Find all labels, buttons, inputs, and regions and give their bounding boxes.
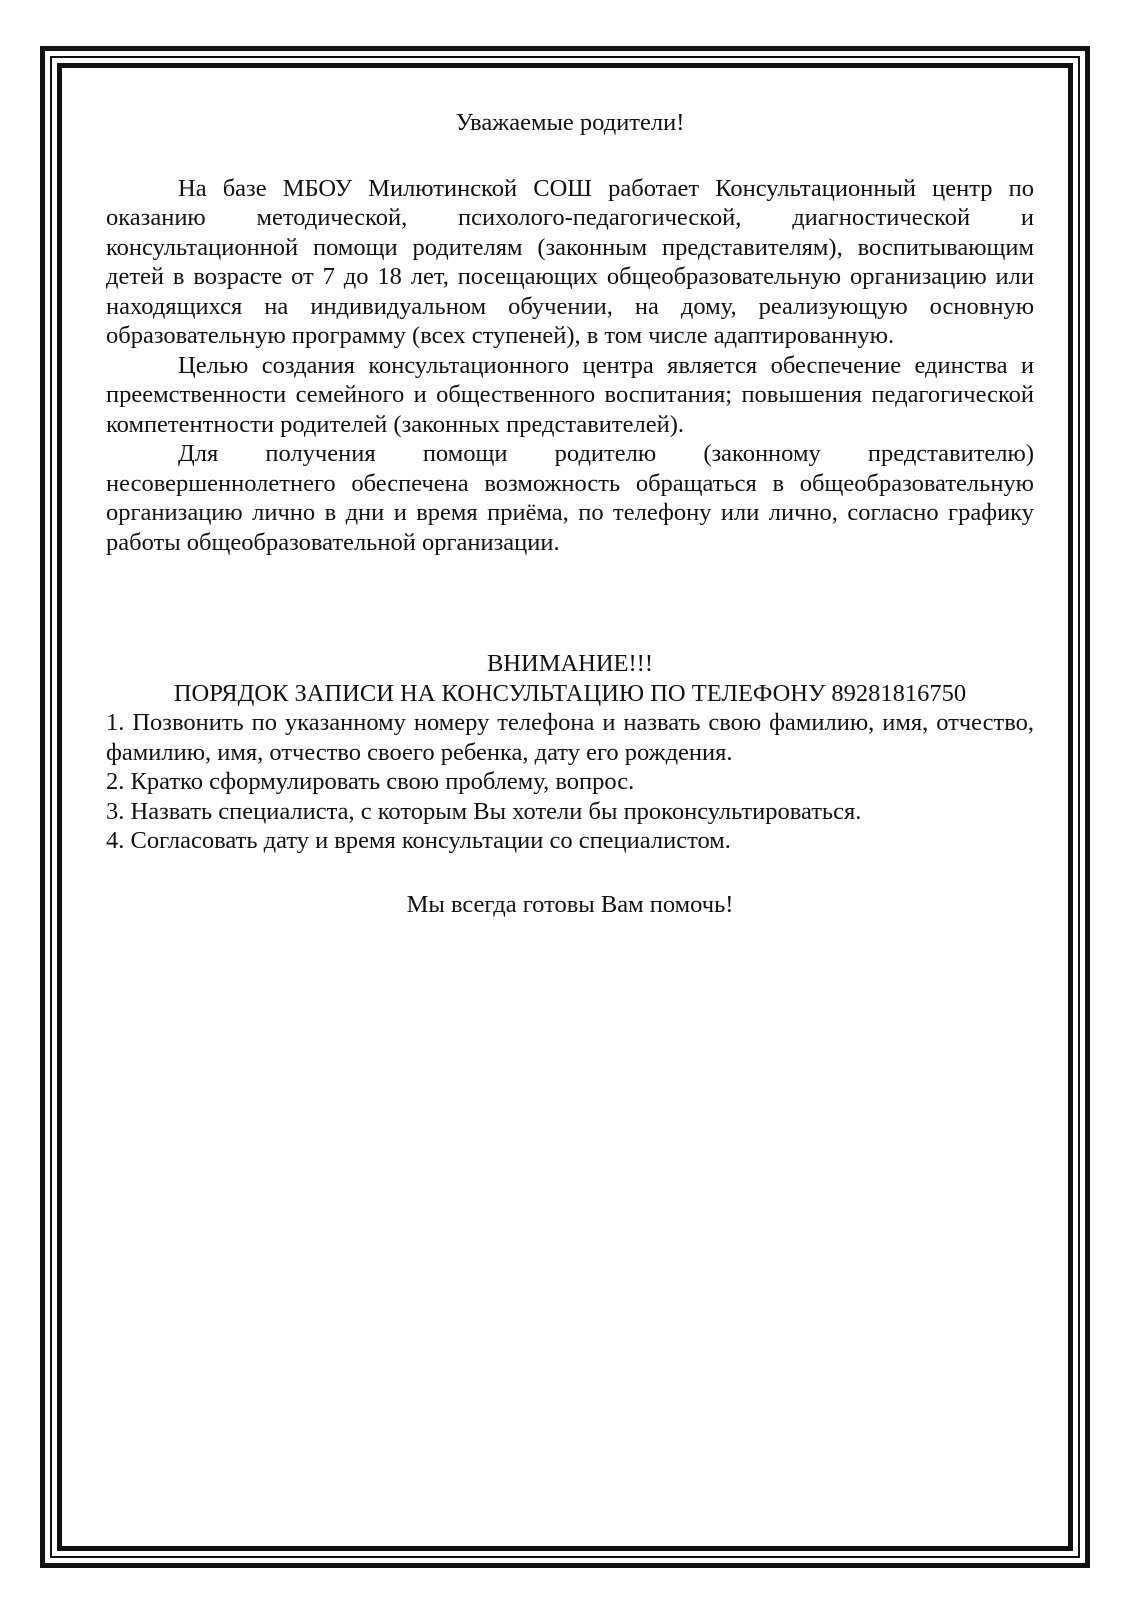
registration-step: 4. Согласовать дату и время консультации со специалистом.: [106, 827, 731, 854]
paragraph-center-goal: Целью создания консультационного центра является обеспечение единства и преемственности семейного и общественного воспитания; повышения педагогической компетентности родителей (законных представителей).: [106, 351, 1034, 438]
greeting-heading: Уважаемые родители!: [455, 109, 685, 136]
attention-subtitle: ПОРЯДОК ЗАПИСИ НА КОНСУЛЬТАЦИЮ ПО ТЕЛЕФОНУ 89281816750: [173, 679, 967, 707]
registration-step: 3. Назвать специалиста, с которым Вы хотели бы проконсультироваться.: [106, 797, 862, 825]
document-body: [106, 108, 1034, 944]
closing-line: Мы всегда готовы Вам помочь!: [406, 890, 734, 918]
attention-section: [106, 649, 1034, 856]
registration-step: 1. Позвонить по указанному номеру телефона и назвать свою фамилию, имя, отчество, фамилию, имя, отчество своего ребенка, дату его рождения.: [106, 709, 1034, 766]
registration-steps-list: [106, 708, 1034, 856]
registration-step: 2. Кратко сформулировать свою проблему, вопрос.: [106, 768, 635, 795]
paragraph-consultation-center: На базе МБОУ Милютинской СОШ работает Консультационный центр по оказанию методической, психолого-педагогической, диагностической и консультационной помощи родителям (законным представителям), воспитывающим детей в возрасте от 7 до 18 лет, посещающих общеобразовательную организацию или находящихся на индивидуальном обучении, на дому, реализующую основную образовательную программу (всех ступеней), в том числе адаптированную.: [106, 174, 1034, 349]
paragraph-how-to-get-help: Для получения помощи родителю (законному представителю) несовершеннолетнего обеспечена возможность обращаться в общеобразовательную организацию лично в дни и время приёма, по телефону или лично, согласно графику работы общеобразовательной организации.: [106, 440, 1034, 556]
attention-title: ВНИМАНИЕ!!!: [486, 650, 654, 677]
